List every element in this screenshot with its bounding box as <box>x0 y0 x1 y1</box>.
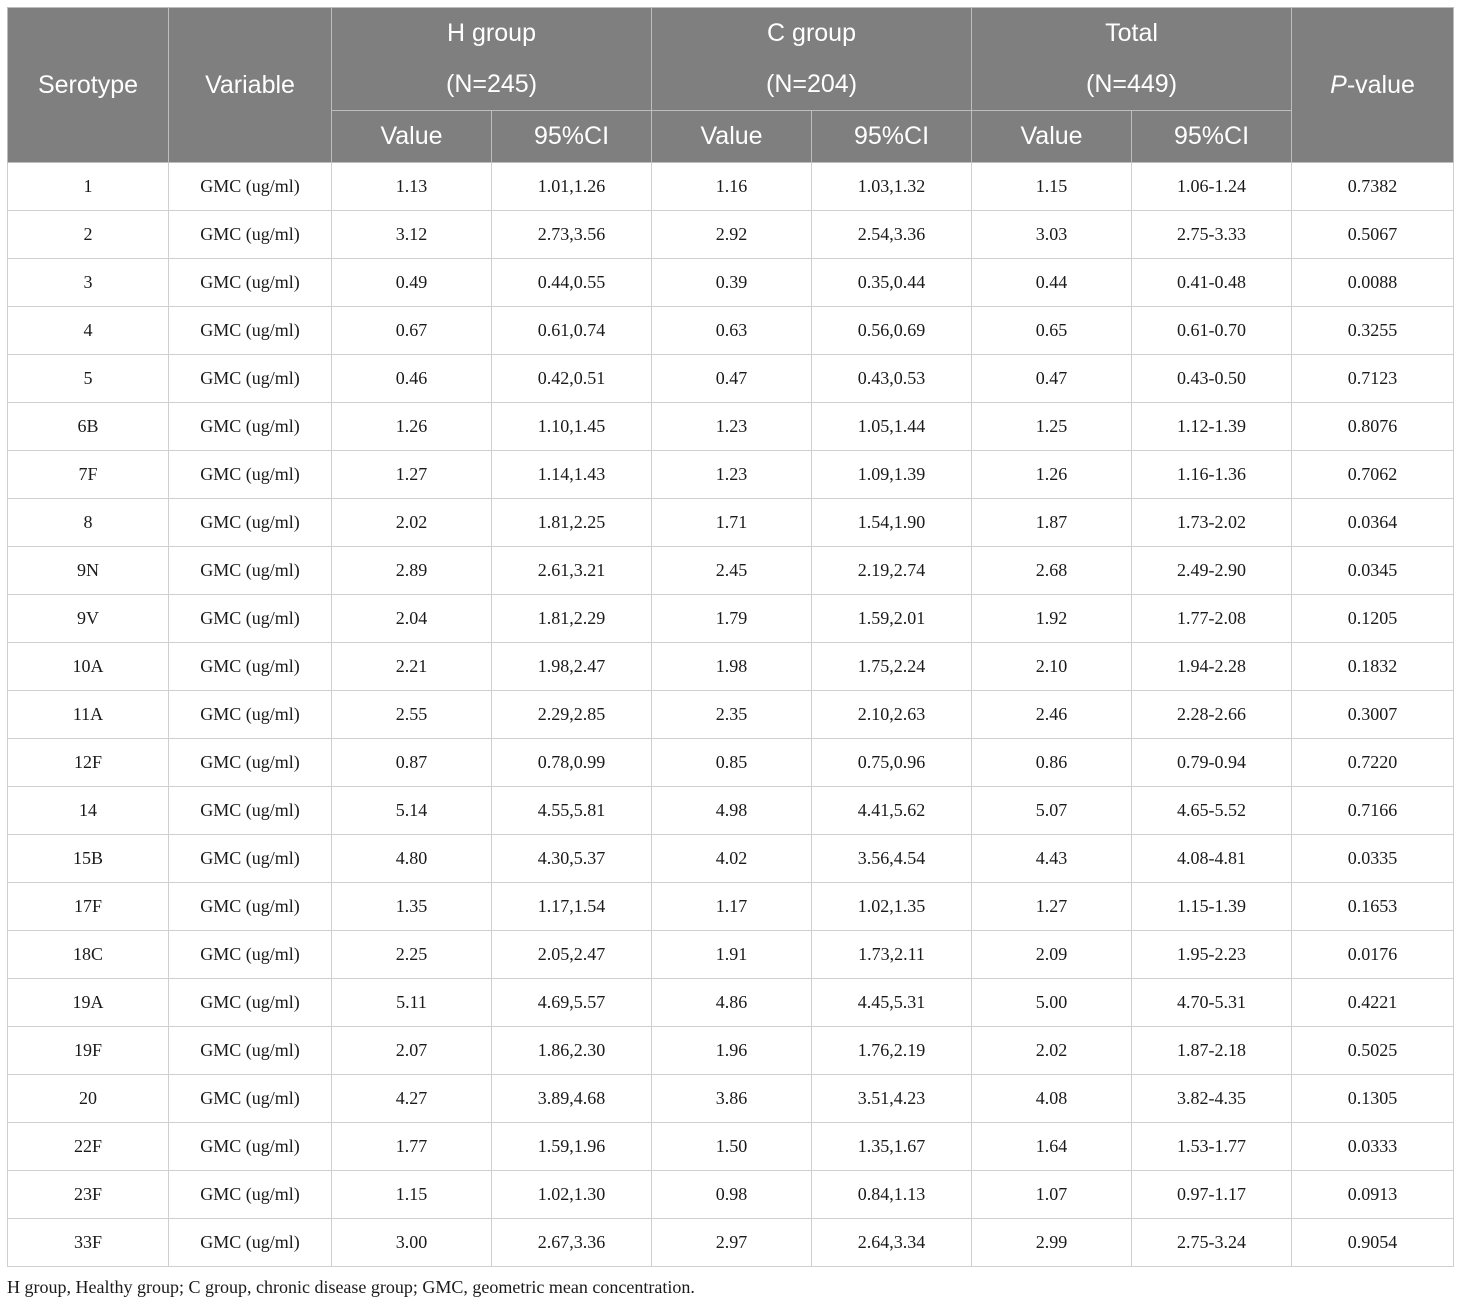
cell-c-ci: 2.10,2.63 <box>812 691 972 739</box>
cell-t-ci: 0.79-0.94 <box>1132 739 1292 787</box>
table-row <box>8 403 1454 451</box>
cell-t-value: 1.27 <box>972 883 1132 931</box>
cell-t-value: 0.86 <box>972 739 1132 787</box>
cell-h-ci: 0.78,0.99 <box>492 739 652 787</box>
cell-h-value: 1.26 <box>332 403 492 451</box>
header-p-rest: -value <box>1346 70 1415 99</box>
cell-c-ci: 0.84,1.13 <box>812 1171 972 1219</box>
cell-h-value: 5.11 <box>332 979 492 1027</box>
cell-t-value: 1.15 <box>972 163 1132 211</box>
cell-serotype: 14 <box>8 787 169 835</box>
cell-t-value: 1.07 <box>972 1171 1132 1219</box>
header-c-value: Value <box>652 111 812 163</box>
cell-p-value: 0.0364 <box>1292 499 1454 547</box>
cell-serotype: 20 <box>8 1075 169 1123</box>
cell-t-ci: 2.75-3.33 <box>1132 211 1292 259</box>
cell-t-ci: 1.15-1.39 <box>1132 883 1292 931</box>
cell-variable: GMC (ug/ml) <box>169 163 332 211</box>
cell-serotype: 11A <box>8 691 169 739</box>
cell-t-value: 0.47 <box>972 355 1132 403</box>
cell-t-ci: 1.12-1.39 <box>1132 403 1292 451</box>
header-h-group-n: (N=245) <box>332 59 652 111</box>
cell-serotype: 5 <box>8 355 169 403</box>
cell-t-value: 2.99 <box>972 1219 1132 1267</box>
cell-h-ci: 1.86,2.30 <box>492 1027 652 1075</box>
cell-h-value: 3.12 <box>332 211 492 259</box>
cell-h-value: 3.00 <box>332 1219 492 1267</box>
cell-p-value: 0.9054 <box>1292 1219 1454 1267</box>
table-row <box>8 1219 1454 1267</box>
cell-c-value: 3.86 <box>652 1075 812 1123</box>
cell-h-value: 5.14 <box>332 787 492 835</box>
cell-t-value: 2.10 <box>972 643 1132 691</box>
cell-h-ci: 1.01,1.26 <box>492 163 652 211</box>
cell-p-value: 0.7166 <box>1292 787 1454 835</box>
table-row <box>8 451 1454 499</box>
header-serotype: Serotype <box>8 8 169 163</box>
cell-variable: GMC (ug/ml) <box>169 739 332 787</box>
cell-variable: GMC (ug/ml) <box>169 691 332 739</box>
cell-h-value: 0.87 <box>332 739 492 787</box>
cell-h-ci: 1.02,1.30 <box>492 1171 652 1219</box>
cell-c-ci: 1.03,1.32 <box>812 163 972 211</box>
cell-h-value: 2.02 <box>332 499 492 547</box>
cell-t-ci: 1.06-1.24 <box>1132 163 1292 211</box>
cell-c-value: 0.63 <box>652 307 812 355</box>
cell-serotype: 33F <box>8 1219 169 1267</box>
cell-serotype: 7F <box>8 451 169 499</box>
table-row <box>8 691 1454 739</box>
cell-c-value: 4.02 <box>652 835 812 883</box>
cell-p-value: 0.0088 <box>1292 259 1454 307</box>
cell-p-value: 0.7062 <box>1292 451 1454 499</box>
cell-c-ci: 4.45,5.31 <box>812 979 972 1027</box>
cell-h-value: 2.25 <box>332 931 492 979</box>
table-row <box>8 835 1454 883</box>
table-row <box>8 1027 1454 1075</box>
cell-serotype: 10A <box>8 643 169 691</box>
cell-c-value: 0.47 <box>652 355 812 403</box>
cell-t-value: 1.25 <box>972 403 1132 451</box>
cell-c-ci: 0.43,0.53 <box>812 355 972 403</box>
cell-h-value: 1.27 <box>332 451 492 499</box>
cell-variable: GMC (ug/ml) <box>169 403 332 451</box>
cell-variable: GMC (ug/ml) <box>169 499 332 547</box>
cell-serotype: 12F <box>8 739 169 787</box>
cell-t-ci: 1.53-1.77 <box>1132 1123 1292 1171</box>
cell-c-value: 1.91 <box>652 931 812 979</box>
cell-c-value: 1.16 <box>652 163 812 211</box>
cell-c-value: 4.98 <box>652 787 812 835</box>
cell-variable: GMC (ug/ml) <box>169 1219 332 1267</box>
header-total-n: (N=449) <box>972 59 1292 111</box>
cell-c-value: 1.23 <box>652 403 812 451</box>
table-row <box>8 1075 1454 1123</box>
cell-variable: GMC (ug/ml) <box>169 1171 332 1219</box>
cell-h-ci: 4.30,5.37 <box>492 835 652 883</box>
cell-c-ci: 4.41,5.62 <box>812 787 972 835</box>
cell-h-ci: 0.61,0.74 <box>492 307 652 355</box>
cell-t-value: 1.64 <box>972 1123 1132 1171</box>
cell-t-value: 5.00 <box>972 979 1132 1027</box>
cell-p-value: 0.0913 <box>1292 1171 1454 1219</box>
cell-h-value: 1.15 <box>332 1171 492 1219</box>
cell-h-value: 2.55 <box>332 691 492 739</box>
cell-c-value: 4.86 <box>652 979 812 1027</box>
header-h-ci: 95%CI <box>492 111 652 163</box>
cell-c-ci: 1.54,1.90 <box>812 499 972 547</box>
cell-t-value: 0.44 <box>972 259 1132 307</box>
cell-c-ci: 1.75,2.24 <box>812 643 972 691</box>
cell-variable: GMC (ug/ml) <box>169 931 332 979</box>
cell-variable: GMC (ug/ml) <box>169 1123 332 1171</box>
cell-t-value: 1.92 <box>972 595 1132 643</box>
cell-p-value: 0.4221 <box>1292 979 1454 1027</box>
cell-c-value: 1.23 <box>652 451 812 499</box>
cell-c-value: 2.35 <box>652 691 812 739</box>
cell-c-ci: 1.73,2.11 <box>812 931 972 979</box>
cell-p-value: 0.0335 <box>1292 835 1454 883</box>
cell-t-ci: 2.49-2.90 <box>1132 547 1292 595</box>
cell-variable: GMC (ug/ml) <box>169 883 332 931</box>
cell-t-value: 2.46 <box>972 691 1132 739</box>
cell-t-ci: 1.95-2.23 <box>1132 931 1292 979</box>
cell-h-ci: 2.67,3.36 <box>492 1219 652 1267</box>
table-header <box>8 8 1454 163</box>
table-row <box>8 211 1454 259</box>
cell-t-ci: 1.16-1.36 <box>1132 451 1292 499</box>
cell-variable: GMC (ug/ml) <box>169 547 332 595</box>
cell-variable: GMC (ug/ml) <box>169 355 332 403</box>
cell-c-ci: 1.59,2.01 <box>812 595 972 643</box>
cell-h-ci: 2.05,2.47 <box>492 931 652 979</box>
table-row <box>8 787 1454 835</box>
cell-variable: GMC (ug/ml) <box>169 259 332 307</box>
cell-t-ci: 2.28-2.66 <box>1132 691 1292 739</box>
cell-serotype: 19F <box>8 1027 169 1075</box>
cell-c-ci: 3.51,4.23 <box>812 1075 972 1123</box>
cell-h-value: 4.80 <box>332 835 492 883</box>
cell-t-ci: 0.43-0.50 <box>1132 355 1292 403</box>
cell-c-ci: 1.02,1.35 <box>812 883 972 931</box>
cell-c-ci: 1.09,1.39 <box>812 451 972 499</box>
cell-variable: GMC (ug/ml) <box>169 595 332 643</box>
cell-p-value: 0.8076 <box>1292 403 1454 451</box>
cell-c-ci: 1.05,1.44 <box>812 403 972 451</box>
cell-p-value: 0.0345 <box>1292 547 1454 595</box>
cell-p-value: 0.1653 <box>1292 883 1454 931</box>
cell-t-ci: 1.77-2.08 <box>1132 595 1292 643</box>
cell-p-value: 0.5025 <box>1292 1027 1454 1075</box>
cell-p-value: 0.1305 <box>1292 1075 1454 1123</box>
cell-serotype: 6B <box>8 403 169 451</box>
cell-t-value: 1.26 <box>972 451 1132 499</box>
gmc-table <box>7 7 1454 1267</box>
cell-variable: GMC (ug/ml) <box>169 787 332 835</box>
cell-h-ci: 1.59,1.96 <box>492 1123 652 1171</box>
cell-variable: GMC (ug/ml) <box>169 835 332 883</box>
cell-t-ci: 4.08-4.81 <box>1132 835 1292 883</box>
cell-t-ci: 4.65-5.52 <box>1132 787 1292 835</box>
cell-serotype: 4 <box>8 307 169 355</box>
cell-serotype: 3 <box>8 259 169 307</box>
table-container <box>7 7 1453 1298</box>
cell-c-ci: 0.56,0.69 <box>812 307 972 355</box>
cell-h-value: 2.04 <box>332 595 492 643</box>
cell-h-ci: 2.61,3.21 <box>492 547 652 595</box>
cell-h-value: 2.21 <box>332 643 492 691</box>
table-footnote: H group, Healthy group; C group, chronic disease group; GMC, geometric mean concentration. <box>7 1277 695 1297</box>
cell-variable: GMC (ug/ml) <box>169 211 332 259</box>
cell-serotype: 23F <box>8 1171 169 1219</box>
table-row <box>8 547 1454 595</box>
cell-c-value: 2.45 <box>652 547 812 595</box>
table-row <box>8 739 1454 787</box>
cell-t-value: 4.43 <box>972 835 1132 883</box>
table-row <box>8 643 1454 691</box>
cell-c-value: 1.98 <box>652 643 812 691</box>
header-t-value: Value <box>972 111 1132 163</box>
cell-serotype: 9V <box>8 595 169 643</box>
cell-t-value: 4.08 <box>972 1075 1132 1123</box>
cell-h-ci: 1.14,1.43 <box>492 451 652 499</box>
cell-c-ci: 2.19,2.74 <box>812 547 972 595</box>
cell-h-value: 4.27 <box>332 1075 492 1123</box>
cell-c-value: 0.39 <box>652 259 812 307</box>
cell-p-value: 0.1205 <box>1292 595 1454 643</box>
cell-h-ci: 3.89,4.68 <box>492 1075 652 1123</box>
cell-h-ci: 1.98,2.47 <box>492 643 652 691</box>
cell-h-value: 1.13 <box>332 163 492 211</box>
cell-t-ci: 0.61-0.70 <box>1132 307 1292 355</box>
cell-p-value: 0.1832 <box>1292 643 1454 691</box>
cell-serotype: 19A <box>8 979 169 1027</box>
header-total: Total <box>972 8 1292 60</box>
header-p-value <box>1292 8 1454 163</box>
cell-h-ci: 2.73,3.56 <box>492 211 652 259</box>
cell-variable: GMC (ug/ml) <box>169 307 332 355</box>
cell-h-ci: 1.17,1.54 <box>492 883 652 931</box>
table-row <box>8 1171 1454 1219</box>
cell-t-value: 0.65 <box>972 307 1132 355</box>
table-row <box>8 499 1454 547</box>
cell-t-ci: 1.73-2.02 <box>1132 499 1292 547</box>
cell-serotype: 9N <box>8 547 169 595</box>
cell-h-ci: 4.69,5.57 <box>492 979 652 1027</box>
header-t-ci: 95%CI <box>1132 111 1292 163</box>
cell-t-ci: 4.70-5.31 <box>1132 979 1292 1027</box>
cell-serotype: 2 <box>8 211 169 259</box>
cell-c-value: 1.50 <box>652 1123 812 1171</box>
cell-t-value: 5.07 <box>972 787 1132 835</box>
cell-h-value: 0.49 <box>332 259 492 307</box>
cell-c-value: 1.71 <box>652 499 812 547</box>
table-row <box>8 931 1454 979</box>
cell-c-value: 1.96 <box>652 1027 812 1075</box>
cell-c-value: 2.92 <box>652 211 812 259</box>
cell-c-ci: 1.35,1.67 <box>812 1123 972 1171</box>
cell-h-value: 2.89 <box>332 547 492 595</box>
cell-t-value: 2.09 <box>972 931 1132 979</box>
cell-variable: GMC (ug/ml) <box>169 1027 332 1075</box>
table-row <box>8 595 1454 643</box>
table-row <box>8 355 1454 403</box>
cell-c-ci: 2.54,3.36 <box>812 211 972 259</box>
cell-t-ci: 1.87-2.18 <box>1132 1027 1292 1075</box>
cell-h-value: 0.46 <box>332 355 492 403</box>
cell-c-value: 0.85 <box>652 739 812 787</box>
cell-h-value: 1.35 <box>332 883 492 931</box>
cell-c-value: 0.98 <box>652 1171 812 1219</box>
cell-variable: GMC (ug/ml) <box>169 979 332 1027</box>
cell-h-ci: 1.81,2.29 <box>492 595 652 643</box>
header-c-ci: 95%CI <box>812 111 972 163</box>
cell-serotype: 18C <box>8 931 169 979</box>
cell-variable: GMC (ug/ml) <box>169 1075 332 1123</box>
cell-h-ci: 0.42,0.51 <box>492 355 652 403</box>
cell-p-value: 0.3255 <box>1292 307 1454 355</box>
cell-t-value: 2.02 <box>972 1027 1132 1075</box>
cell-h-ci: 0.44,0.55 <box>492 259 652 307</box>
cell-h-value: 1.77 <box>332 1123 492 1171</box>
cell-h-ci: 1.10,1.45 <box>492 403 652 451</box>
cell-c-ci: 0.35,0.44 <box>812 259 972 307</box>
cell-serotype: 1 <box>8 163 169 211</box>
table-row <box>8 163 1454 211</box>
table-body <box>8 163 1454 1267</box>
cell-variable: GMC (ug/ml) <box>169 643 332 691</box>
cell-p-value: 0.7220 <box>1292 739 1454 787</box>
cell-t-ci: 0.97-1.17 <box>1132 1171 1292 1219</box>
header-c-group: C group <box>652 8 972 60</box>
table-row <box>8 259 1454 307</box>
cell-t-value: 2.68 <box>972 547 1132 595</box>
cell-p-value: 0.7123 <box>1292 355 1454 403</box>
cell-c-value: 1.17 <box>652 883 812 931</box>
header-c-group-n: (N=204) <box>652 59 972 111</box>
cell-serotype: 8 <box>8 499 169 547</box>
cell-t-value: 1.87 <box>972 499 1132 547</box>
cell-variable: GMC (ug/ml) <box>169 451 332 499</box>
cell-serotype: 17F <box>8 883 169 931</box>
table-row <box>8 1123 1454 1171</box>
cell-t-ci: 1.94-2.28 <box>1132 643 1292 691</box>
cell-t-ci: 0.41-0.48 <box>1132 259 1292 307</box>
cell-p-value: 0.0333 <box>1292 1123 1454 1171</box>
cell-c-ci: 0.75,0.96 <box>812 739 972 787</box>
cell-serotype: 15B <box>8 835 169 883</box>
cell-c-ci: 1.76,2.19 <box>812 1027 972 1075</box>
cell-h-ci: 2.29,2.85 <box>492 691 652 739</box>
table-row <box>8 979 1454 1027</box>
cell-h-value: 2.07 <box>332 1027 492 1075</box>
header-p-italic: P <box>1330 70 1347 99</box>
table-row <box>8 307 1454 355</box>
header-h-group: H group <box>332 8 652 60</box>
cell-serotype: 22F <box>8 1123 169 1171</box>
cell-t-value: 3.03 <box>972 211 1132 259</box>
cell-t-ci: 2.75-3.24 <box>1132 1219 1292 1267</box>
cell-c-ci: 2.64,3.34 <box>812 1219 972 1267</box>
table-row <box>8 883 1454 931</box>
cell-h-value: 0.67 <box>332 307 492 355</box>
cell-p-value: 0.0176 <box>1292 931 1454 979</box>
cell-t-ci: 3.82-4.35 <box>1132 1075 1292 1123</box>
cell-c-ci: 3.56,4.54 <box>812 835 972 883</box>
cell-c-value: 1.79 <box>652 595 812 643</box>
cell-c-value: 2.97 <box>652 1219 812 1267</box>
cell-h-ci: 4.55,5.81 <box>492 787 652 835</box>
cell-p-value: 0.7382 <box>1292 163 1454 211</box>
cell-h-ci: 1.81,2.25 <box>492 499 652 547</box>
cell-p-value: 0.5067 <box>1292 211 1454 259</box>
header-variable: Variable <box>169 8 332 163</box>
cell-p-value: 0.3007 <box>1292 691 1454 739</box>
header-h-value: Value <box>332 111 492 163</box>
